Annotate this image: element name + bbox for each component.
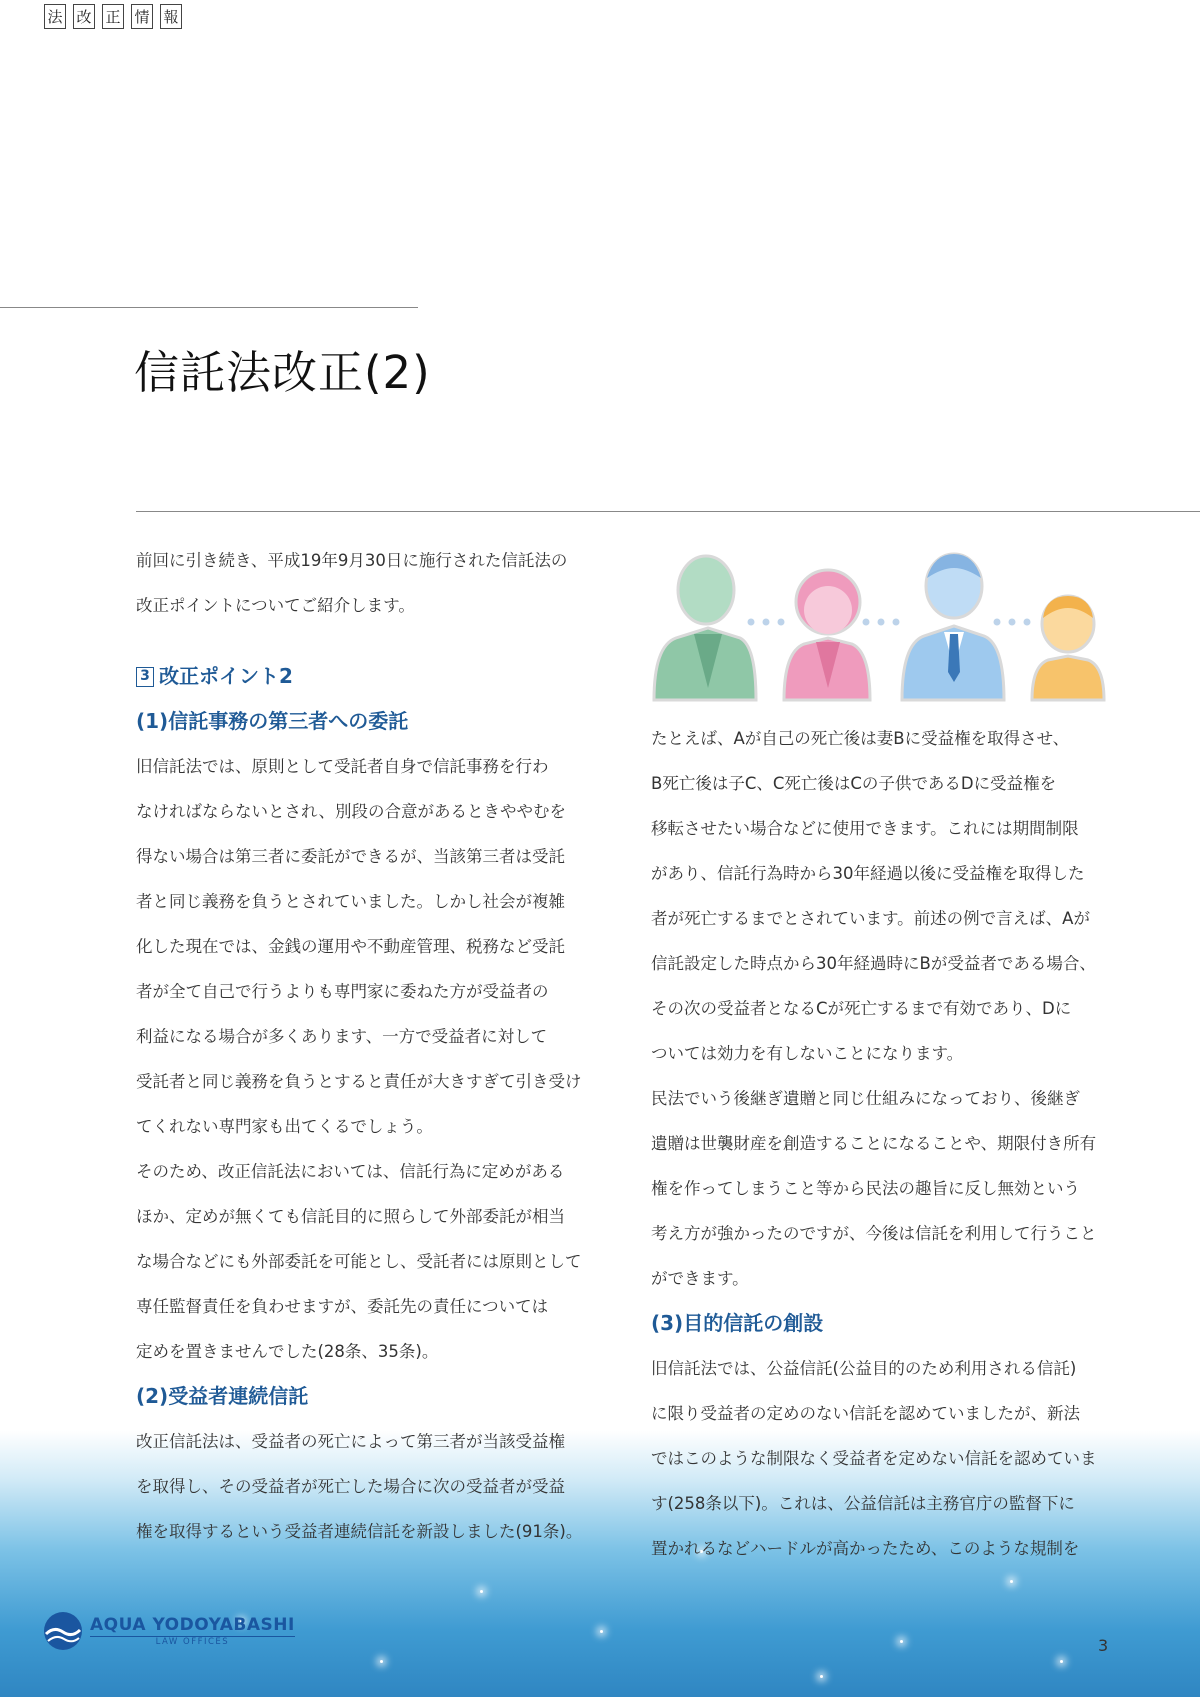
intro-text: 前回に引き続き、平成19年9月30日に施行された信託法の 改正ポイントについてご紹介します。 (136, 551, 568, 615)
connector-dots (748, 619, 1031, 626)
subheading-successive-trust: (2)受益者連続信託 (136, 1384, 309, 1408)
section-label-char: 改 (73, 4, 95, 29)
firm-logo (42, 1610, 295, 1652)
logo-subtitle: LAW OFFICES (90, 1636, 295, 1647)
title-divider (136, 511, 1200, 512)
section-label (44, 4, 182, 29)
top-divider (0, 307, 418, 308)
paragraph: 改正信託法は、受益者の死亡によって第三者が当該受益権 を取得し、その受益者が死亡した場合に次の受益者が受益 権を取得するという受益者連続信託を新設しました(91条)。 (136, 1432, 583, 1541)
elderly-woman-icon (784, 570, 870, 700)
aqua-logo-icon (42, 1610, 84, 1652)
child-icon (1032, 596, 1104, 700)
paragraph: 旧信託法では、公益信託(公益目的のため利用される信託) に限り受益者の定めのない信託を認めていましたが、新法 ではこのような制限なく受益者を定めない信託を認めていま す(258条以下)。これは、公益信託は主務官庁の監督下に 置かれるなどハードルが高かったため、このような規制を (651, 1359, 1097, 1558)
paragraph: 旧信託法では、原則として受託者自身で信託事務を行わ なければならないとされ、別段の合意があるときややむを 得ない場合は第三者に委託ができるが、当該第三者は受託 者と同じ義務を負うとされていました。しかし社会が複雑 化した現在では、金銭の運用や不動産管理、税務など受託 者が全て自己で行うよりも専門家に委ねた方が受益者の 利益になる場合が多くあります、一方で受益者に対して 受託者と同じ義務を負うとすると責任が大きすぎて引き受け てくれない専門家も出てくるでしょう。 (136, 757, 582, 1136)
section-label-char: 報 (160, 4, 182, 29)
section-number-badge: 3 (136, 667, 154, 687)
businessman-icon (902, 554, 1004, 700)
subheading-purpose-trust: (3)目的信託の創設 (651, 1311, 824, 1335)
paragraph: 民法でいう後継ぎ遺贈と同じ仕組みになっており、後継ぎ 遺贈は世襲財産を創造することになることや、期限付き所有 権を作ってしまうこと等から民法の趣旨に反し無効という 考え方が強かったのですが、今後は信託を利用して行うこと ができます。 (651, 1089, 1097, 1288)
section-label-char: 情 (131, 4, 153, 29)
left-column (136, 538, 606, 1554)
section-label-char: 法 (44, 4, 66, 29)
logo-name: AQUA YODOYABASHI (90, 1615, 295, 1635)
section-heading (136, 654, 606, 699)
page-title: 信託法改正(2) (134, 346, 431, 399)
section-heading-text: 改正ポイント2 (159, 664, 293, 688)
page-number: 3 (1098, 1636, 1109, 1655)
paragraph: たとえば、Aが自己の死亡後は妻Bに受益権を取得させ、 B死亡後は子C、C死亡後はCの子供であるDに受益権を 移転させたい場合などに使用できます。これには期間制限 があり、信託行為時から30年経過以後に受益権を取得した 者が死亡するまでとされています。前述の例で言えば、Aが 信託設定した時点から30年経過時にBが受益者である場合、 その次の受益者となるCが死亡するまで有効であり、Dに ついては効力を有しないことになります。 (651, 729, 1096, 1063)
right-column (651, 716, 1121, 1571)
section-label-char: 正 (102, 4, 124, 29)
paragraph: そのため、改正信託法においては、信託行為に定めがある ほか、定めが無くても信託目的に照らして外部委託が相当 な場合などにも外部委託を可能とし、受託者には原則として 専任監督責任を負わせますが、委託先の責任については 定めを置きませんでした(28条、35条)。 (136, 1162, 582, 1361)
family-illustration (648, 548, 1114, 704)
elderly-man-icon (654, 556, 756, 700)
subheading-delegation: (1)信託事務の第三者への委託 (136, 709, 409, 733)
